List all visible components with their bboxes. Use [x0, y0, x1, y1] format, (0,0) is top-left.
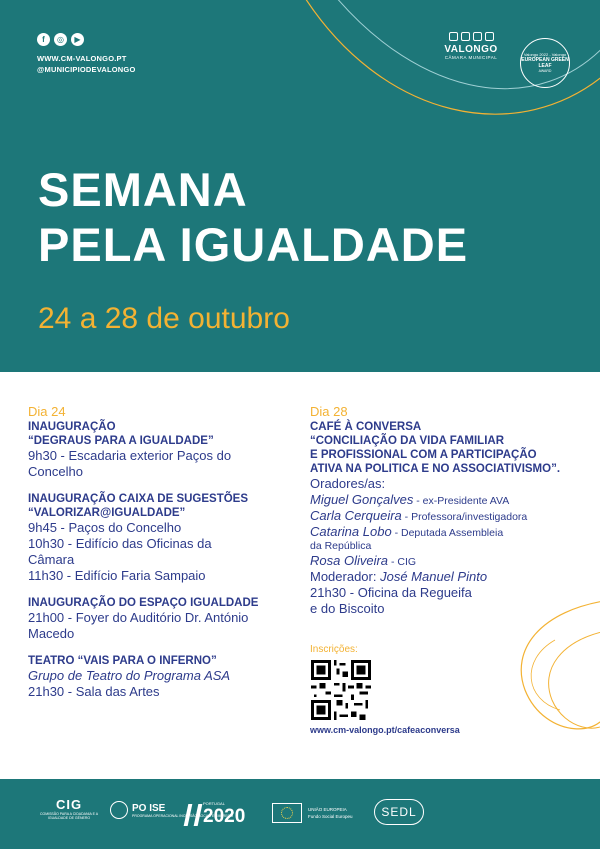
speaker-1-name: Miguel Gonçalves: [310, 492, 414, 507]
moderator: [310, 569, 588, 585]
event-4-heading: TEATRO “VAIS PARA O INFERNO”: [28, 655, 217, 667]
page-title: [38, 162, 468, 272]
event-3-line-2: Macedo: [28, 626, 75, 641]
event-2-line-1: 9h45 - Paços do Concelho: [28, 520, 182, 535]
p2020-top: PORTUGAL: [203, 801, 225, 806]
poise-sub: PROGRAMA OPERACIONAL INCLUSÃO SOCIAL E EMPREGO: [132, 813, 234, 818]
speaker-2: [310, 508, 588, 524]
valongo-logo: [440, 32, 502, 60]
eu-logo: [272, 803, 353, 823]
p2020-mark-icon: [184, 804, 203, 826]
speaker-3-name: Catarina Lobo: [310, 524, 392, 539]
speaker-3: [310, 524, 588, 540]
event-4-group: Grupo de Teatro do Programa ASA: [28, 668, 231, 683]
title-line-2: PELA IGUALDADE: [38, 218, 469, 271]
cafe-heading-2: “CONCILIAÇÃO DA VIDA FAMILIAR: [310, 435, 505, 447]
youtube-icon[interactable]: ▶: [71, 33, 84, 46]
cafe-time-1: 21h30 - Oficina da Regueifa: [310, 585, 472, 600]
speaker-1-role: - ex-Presidente AVA: [413, 495, 510, 507]
event-3-line-1: 21h00 - Foyer do Auditório Dr. António: [28, 610, 249, 625]
seal-top: Valongo 2022 - Valongo: [523, 52, 567, 57]
event-1-heading-1: INAUGURAÇÃO: [28, 421, 116, 433]
cig-sub: COMISSÃO PARA A CIDADANIA E A IGUALDADE DE GÉNERO: [39, 812, 99, 820]
event-1-line-1: 9h30 - Escadaria exterior Paços do: [28, 448, 232, 463]
social-links: [37, 33, 84, 46]
event-2-heading-2: “VALORIZAR@IGUALDADE”: [28, 507, 186, 519]
hand-icon: [110, 801, 128, 819]
event-2-line-2: 10h30 - Edifício das Oficinas da: [28, 536, 212, 551]
speaker-3-role: - Deputada Assembleia: [391, 527, 504, 539]
poise-name: PO ISE: [132, 802, 166, 814]
eu-flag-icon: [272, 803, 302, 823]
qr-code-icon[interactable]: [311, 660, 371, 720]
website-link[interactable]: WWW.CM-VALONGO.PT: [37, 54, 127, 63]
cafe-heading-4: ATIVA NA POLITICA E NO ASSOCIATIVISMO”.: [310, 463, 561, 475]
moderator-label: Moderador:: [310, 569, 381, 584]
logo-subtitle: CÂMARA MUNICIPAL: [444, 55, 498, 60]
moderator-name: José Manuel Pinto: [380, 569, 488, 584]
day-28-column: [310, 404, 588, 617]
cafe-time-2: e do Biscoito: [310, 601, 385, 616]
cig-name: CIG: [55, 797, 83, 812]
cafe-heading-3: E PROFISSIONAL COM A PARTICIPAÇÃO: [310, 449, 537, 461]
registration-url[interactable]: www.cm-valongo.pt/cafeaconversa: [310, 725, 460, 735]
day-24-label: Dia 24: [28, 404, 66, 419]
portugal-2020-logo: [186, 801, 245, 828]
speaker-4-name: Rosa Oliveira: [310, 553, 389, 568]
day-28-label: Dia 28: [310, 404, 348, 419]
contact-handles: [37, 53, 135, 75]
event-3-heading: INAUGURAÇÃO DO ESPAÇO IGUALDADE: [28, 597, 259, 609]
facebook-icon[interactable]: f: [37, 33, 50, 46]
coat-of-arms-icon: [440, 32, 502, 41]
p2020-name: 2020: [203, 806, 246, 827]
event-1-line-2: Concelho: [28, 464, 83, 479]
seal-middle: EUROPEAN GREEN LEAF: [521, 57, 569, 69]
event-1-heading-2: “DEGRAUS PARA A IGUALDADE”: [28, 435, 214, 447]
day-24-column: [28, 404, 298, 700]
social-handle: @MUNICIPIODEVALONGO: [37, 65, 136, 74]
cig-logo: [38, 797, 100, 820]
sedl-logo: SEDL: [374, 799, 424, 825]
event-2-line-3: Câmara: [28, 552, 75, 567]
logo-name: VALONGO: [444, 44, 498, 55]
event-2-line-4: 11h30 - Edifício Faria Sampaio: [28, 568, 206, 583]
speaker-2-name: Carla Cerqueira: [310, 508, 402, 523]
seal-bottom: AWARD: [538, 69, 552, 73]
event-dates: 24 a 28 de outubro: [38, 302, 290, 335]
cafe-heading-1: CAFÉ À CONVERSA: [310, 421, 422, 433]
header-banner: [0, 0, 600, 372]
sponsor-footer: [0, 779, 600, 849]
eu-name: UNIÃO EUROPEIA: [308, 807, 347, 812]
speaker-3-role-2: da República: [310, 540, 372, 552]
speakers-label: Oradores/as:: [310, 476, 386, 491]
event-2-heading-1: INAUGURAÇÃO CAIXA DE SUGESTÕES: [28, 493, 249, 505]
title-line-1: SEMANA: [38, 163, 248, 216]
speaker-2-role: - Professora/investigadora: [401, 511, 528, 523]
eu-sub: Fundo Social Europeu: [308, 814, 353, 819]
registration-label: Inscrições:: [310, 644, 358, 655]
instagram-icon[interactable]: ◎: [54, 33, 67, 46]
speaker-4: [310, 553, 588, 569]
speaker-1: [310, 492, 588, 508]
event-4-line-1: 21h30 - Sala das Artes: [28, 684, 160, 699]
speaker-4-role: - CIG: [388, 556, 417, 568]
green-leaf-seal: [520, 38, 570, 88]
